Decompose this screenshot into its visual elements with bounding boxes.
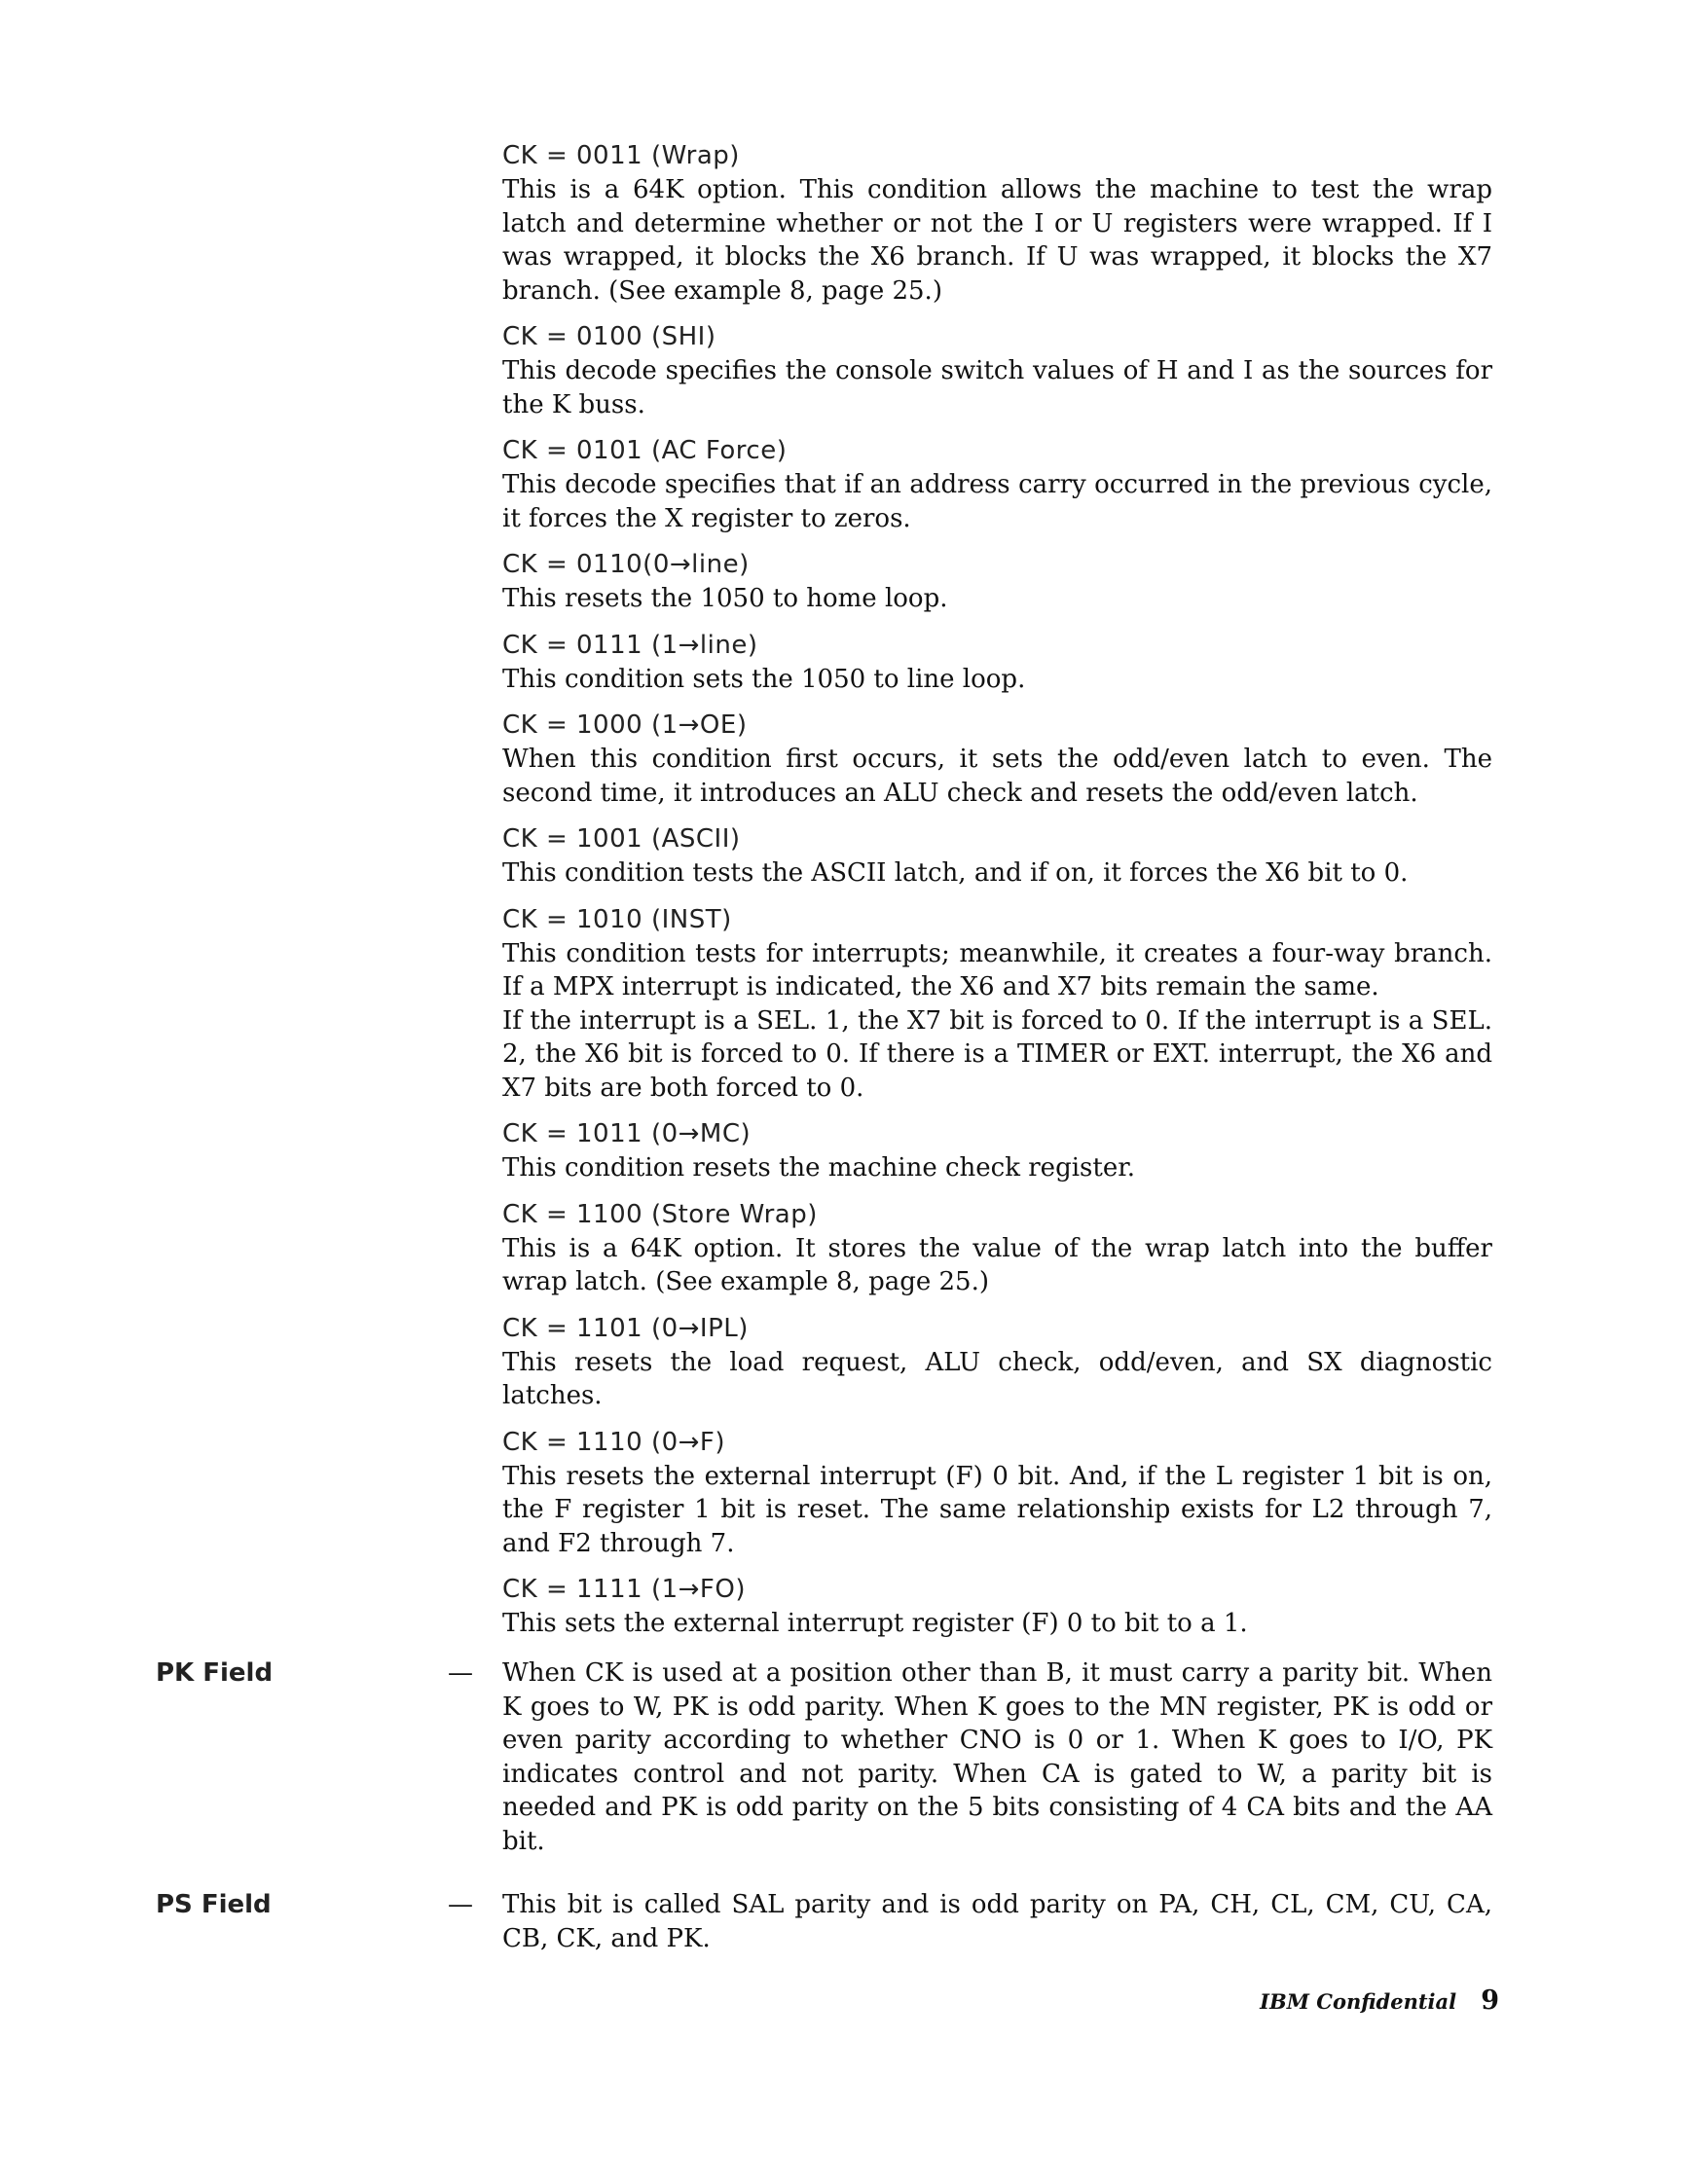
entry-heading: CK = 1111 (1→FO) — [502, 1575, 746, 1604]
entry-description: This condition tests the ASCII latch, and if on, it forces the X6 bit to 0. — [502, 858, 1409, 888]
entry-description: This condition resets the machine check register. — [502, 1153, 1136, 1183]
entry-description: This condition tests for interrupts; meanwhile, it creates a four-way branch. If a MPX interrupt is indicated, the X6 and X7 bits remain the same. — [502, 938, 1492, 1001]
entry-heading: CK = 1110 (0→F) — [502, 1427, 726, 1457]
ck-entry-1011 — [502, 1116, 1492, 1185]
entry-heading: CK = 0011 (Wrap) — [502, 141, 740, 170]
entry-description: When this condition first occurs, it sets the odd/even latch to even. The second time, it introduces an ALU check and resets the odd/even latch. — [502, 745, 1492, 808]
entry-description: This resets the external interrupt (F) 0 bit. And, if the L register 1 bit is on, the F register 1 bit is reset. The same relationship exists for L2 through 7, and F2 through 7. — [502, 1461, 1492, 1558]
entry-heading: CK = 1100 (Store Wrap) — [502, 1199, 818, 1229]
field-dash: — — [448, 1658, 473, 1688]
entry-heading: CK = 0110(0→line) — [502, 550, 750, 579]
field-label: PK Field — [156, 1658, 274, 1688]
entry-heading: CK = 0100 (SHI) — [502, 322, 716, 351]
ck-entry-1001 — [502, 821, 1492, 891]
ck-decode-list — [502, 138, 1492, 1653]
ck-entry-1101 — [502, 1311, 1492, 1413]
entry-heading: CK = 1010 (INST) — [502, 904, 732, 934]
entry-heading: CK = 1000 (1→OE) — [502, 710, 748, 740]
entry-heading: CK = 0111 (1→line) — [502, 630, 758, 660]
entry-heading: CK = 1001 (ASCII) — [502, 824, 741, 854]
ck-entry-0110 — [502, 547, 1492, 616]
entry-heading: CK = 1011 (0→MC) — [502, 1119, 752, 1148]
entry-description: This resets the 1050 to home loop. — [502, 584, 948, 613]
ck-entry-0101 — [502, 433, 1492, 535]
ck-entry-1100 — [502, 1197, 1492, 1299]
page-number: 9 — [1481, 1985, 1499, 2016]
entry-description: This sets the external interrupt register (F) 0 to bit to a 1. — [502, 1609, 1248, 1638]
ck-entry-0011 — [502, 138, 1492, 308]
entry-description: This condition sets the 1050 to line loop. — [502, 664, 1026, 694]
entry-description: This decode specifies that if an address carry occurred in the previous cycle, it forces the X register to zeros. — [502, 470, 1492, 533]
ck-entry-1111 — [502, 1572, 1492, 1641]
ck-entry-1010 — [502, 902, 1492, 1106]
entry-heading: CK = 1101 (0→IPL) — [502, 1313, 749, 1343]
ck-entry-1110 — [502, 1425, 1492, 1561]
entry-description-continued: If the interrupt is a SEL. 1, the X7 bit is forced to 0. If the interrupt is a SEL. 2, the X6 bit is forced to 0. If there is a TIMER or EXT. interrupt, the X6 and X7 bits are both forced to 0. — [502, 1005, 1492, 1103]
entry-description: This decode specifies the console switch values of H and I as the sources for the K buss. — [502, 356, 1492, 419]
entry-description: This is a 64K option. It stores the value of the wrap latch into the buffer wrap latch. (See example 8, page 25.) — [502, 1233, 1492, 1296]
ck-entry-1000 — [502, 708, 1492, 810]
ck-entry-0100 — [502, 319, 1492, 421]
entry-description: This resets the load request, ALU check, odd/even, and SX diagnostic latches. — [502, 1347, 1492, 1410]
field-label: PS Field — [156, 1890, 272, 1919]
page-footer — [1168, 1985, 1499, 2016]
entry-description: This is a 64K option. This condition allows the machine to test the wrap latch and determine whether or not the I or U registers were wrapped. If I was wrapped, it blocks the X6 branch. If U was wrapped, it blocks the X7 branch. (See example 8, page 25.) — [502, 175, 1492, 306]
field-description: When CK is used at a position other than B, it must carry a parity bit. When K goes to W, PK is odd parity. When K goes to the MN register, PK is odd or even parity according to whether CNO is 0 or 1. When K goes to I/O, PK indicates control and not parity. When CA is gated to W, a parity bit is needed and PK is odd parity on the 5 bits consisting of 4 CA bits and the AA bit. — [502, 1658, 1492, 1856]
field-dash: — — [448, 1890, 473, 1919]
ck-entry-0111 — [502, 628, 1492, 697]
entry-heading: CK = 0101 (AC Force) — [502, 436, 788, 465]
field-description: This bit is called SAL parity and is odd parity on PA, CH, CL, CM, CU, CA, CB, CK, and PK. — [502, 1890, 1492, 1953]
confidential-mark: IBM Confidential — [1260, 1989, 1457, 2014]
